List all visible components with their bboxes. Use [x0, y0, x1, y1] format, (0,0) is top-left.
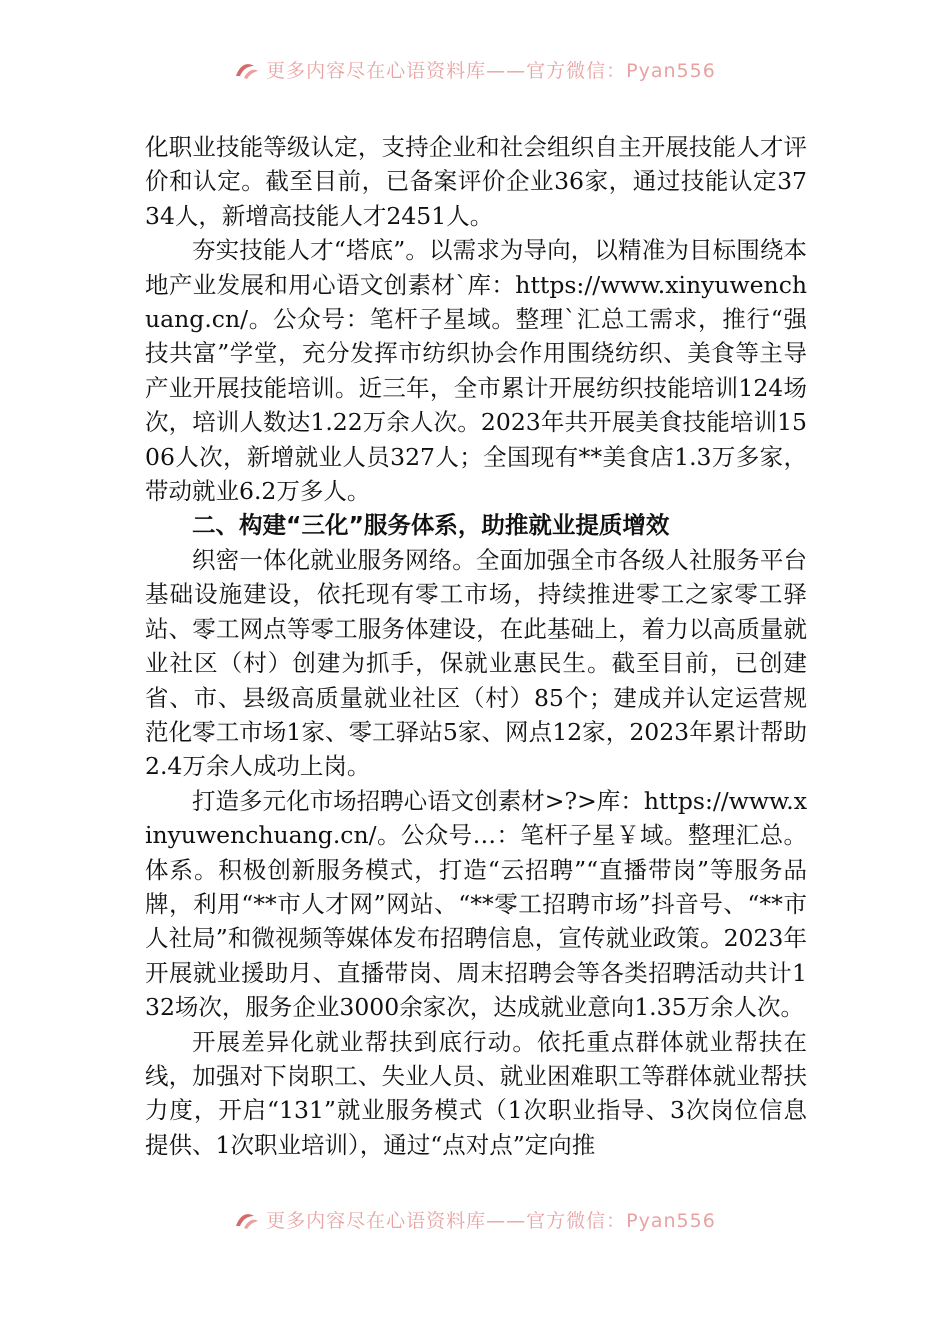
footer-watermark-text: 更多内容尽在心语资料库——官方微信：Pyan556	[266, 1210, 716, 1232]
paragraph-continuation: 化职业技能等级认定，支持企业和社会组织自主开展技能人才评价和认定。截至目前，已备案评价企业36家，通过技能认定3734人，新增高技能人才2451人。	[145, 133, 807, 230]
header-watermark-text: 更多内容尽在心语资料库——官方微信：Pyan556	[266, 60, 716, 82]
paragraph-service-network: 织密一体化就业服务网络。全面加强全市各级人社服务平台基础设施建设，依托现有零工市场，持续推进零工之家零工驿站、零工网点等零工服务体建设，在此基础上，着力以高质量就业社区（村）创建为抓手，保就业惠民生。截至目前，已创建省、市、县级高质量就业社区（村）85个；建成并认定运营规范化零工市场1家、零工驿站5家、网点12家，2023年累计帮助2.4万余人成功上岗。	[145, 545, 807, 781]
paragraph-recruitment-system: 打造多元化市场招聘心语文创素材>?>库：https://www.xinyuwenchuang.cn/。公众号…：笔杆子星￥域。整理汇总。体系。积极创新服务模式，打造“云招聘”“直播带岗”等服务品牌，利用“**市人才网”网站、“**零工招聘市场”抖音号、“**市人社局”和微视频等媒体发布招聘信息，宣传就业政策。2023年开展就业援助月、直播带岗、周末招聘会等各类招聘活动共计132场次，服务企业3000余家次，达成就业意向1.35万余人次。	[145, 786, 807, 1022]
section-heading: 二、构建“三化”服务体系，助推就业提质增效	[192, 511, 670, 540]
footer-watermark	[0, 1206, 950, 1233]
watermark-logo-icon	[234, 60, 260, 80]
header-watermark	[0, 56, 950, 83]
paragraph-employment-assistance: 开展差异化就业帮扶到底行动。依托重点群体就业帮扶在线，加强对下岗职工、失业人员、就业困难职工等群体就业帮扶力度，开启“131”就业服务模式（1次职业指导、3次岗位信息提供、1次职业培训），通过“点对点”定向推	[145, 1027, 807, 1159]
paragraph-skills-base: 夯实技能人才“塔底”。以需求为导向，以精准为目标围绕本地产业发展和用心语文创素材`库：https://www.xinyuwenchuang.cn/。公众号：笔杆子星域。整理`汇总工需求，推行“强技共富”学堂，充分发挥市纺织协会作用围绕纺织、美食等主导产业开展技能培训。近三年，全市累计开展纺织技能培训124场次，培训人数达1.22万余人次。2023年共开展美食技能培训1506人次，新增就业人员327人；全国现有**美食店1.3万多家，带动就业6.2万多人。	[145, 236, 807, 506]
document-body	[145, 130, 807, 1162]
watermark-logo-icon	[234, 1210, 260, 1230]
